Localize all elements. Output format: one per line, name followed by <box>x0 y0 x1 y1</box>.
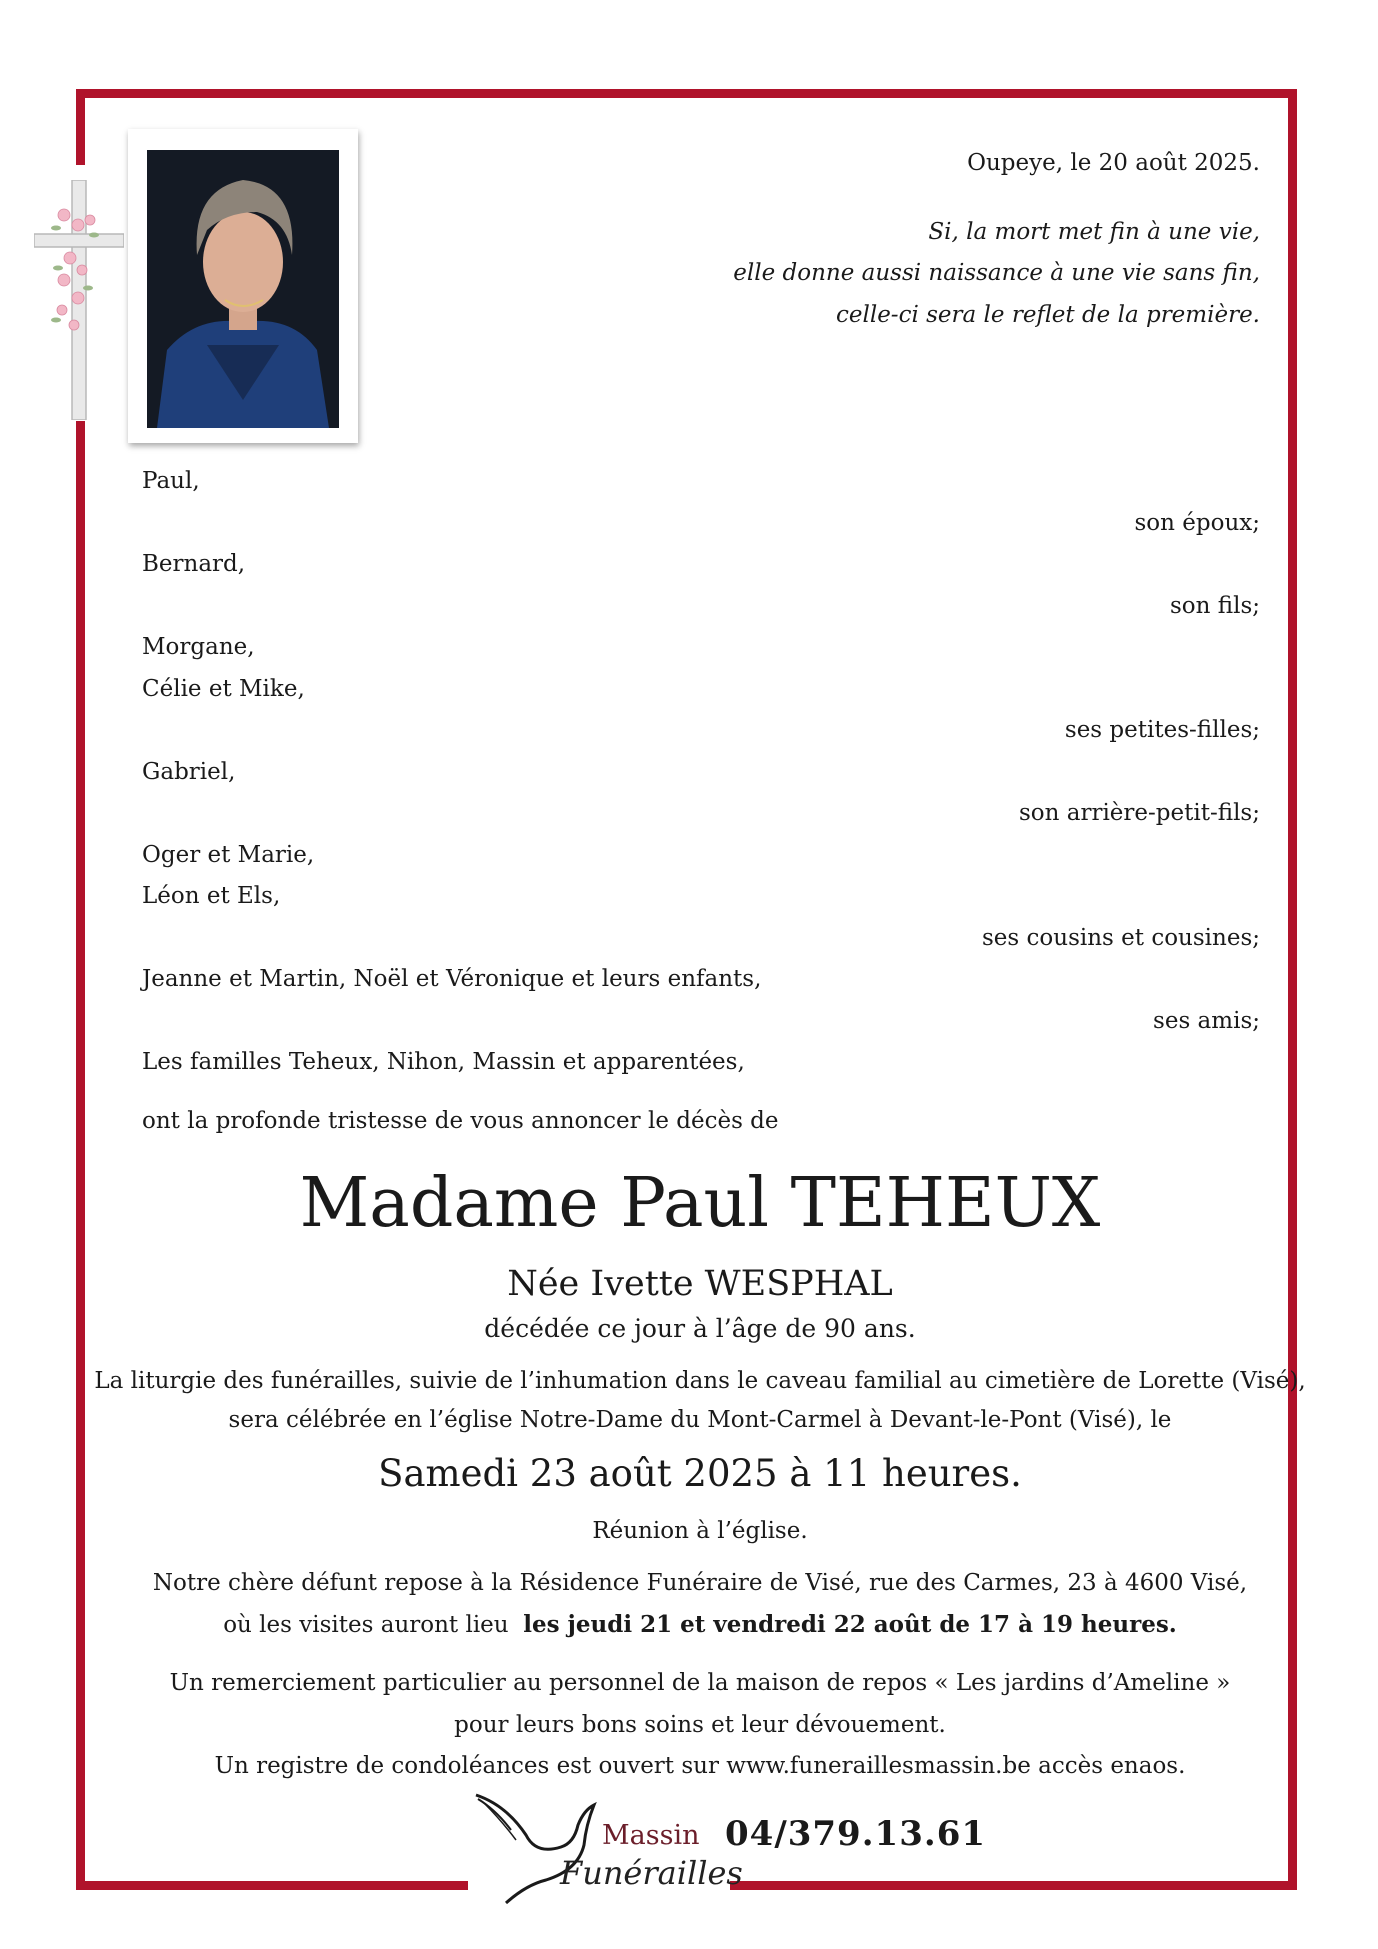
visitation-line <box>0 1610 1378 1640</box>
cross-with-flowers-icon <box>34 180 124 420</box>
mourner-name: Morgane, <box>142 634 255 660</box>
logo-wordmark: Funérailles <box>560 1854 743 1892</box>
visitation-prefix: où les visites auront lieu <box>223 1612 509 1638</box>
mourner-name: Gabriel, <box>142 759 236 785</box>
visitation-line: Notre chère défunt repose à la Résidence Funéraire de Visé, rue des Carmes, 23 à 4600 Visé, <box>152 1570 1248 1596</box>
mourner-name: Oger et Marie, <box>142 842 315 868</box>
relation-label: ses amis; <box>1153 1008 1260 1034</box>
place-date: Oupeye, le 20 août 2025. <box>967 150 1260 176</box>
poem-line: elle donne aussi naissance à une vie sans fin, <box>733 260 1260 286</box>
thanks-line: Un remerciement particulier au personnel de la maison de repos « Les jardins d’Ameline » <box>169 1670 1231 1696</box>
announcement-text: ont la profonde tristesse de vous annoncer le décès de <box>142 1108 779 1134</box>
deceased-name: Madame Paul TEHEUX <box>299 1164 1101 1243</box>
ceremony-line: sera célébrée en l’église Notre-Dame du Mont-Carmel à Devant-le-Pont (Visé), le <box>228 1407 1172 1433</box>
relation-label: son fils; <box>1169 593 1260 619</box>
relation-label: ses petites-filles; <box>1064 717 1260 743</box>
mourner-name: Paul, <box>142 468 200 494</box>
thanks-line: pour leurs bons soins et leur dévouement. <box>454 1712 946 1738</box>
mourner-name: Les familles Teheux, Nihon, Massin et apparentées, <box>142 1049 745 1075</box>
ceremony-date: Samedi 23 août 2025 à 11 heures. <box>378 1452 1022 1495</box>
relation-label: son époux; <box>1134 510 1260 536</box>
visitation-hours: les jeudi 21 et vendredi 22 août de 17 à 19 heures. <box>523 1611 1177 1638</box>
age-line: décédée ce jour à l’âge de 90 ans. <box>484 1314 916 1343</box>
portrait-frame <box>128 129 358 443</box>
mourner-name: Bernard, <box>142 551 246 577</box>
logo-wordmark: Massin <box>602 1820 700 1851</box>
mourner-name: Jeanne et Martin, Noël et Véronique et leurs enfants, <box>142 966 762 992</box>
poem-line: celle-ci sera le reflet de la première. <box>835 302 1260 328</box>
gathering-note: Réunion à l’église. <box>592 1518 808 1544</box>
mourner-name: Léon et Els, <box>142 883 281 909</box>
portrait-photo <box>147 150 339 428</box>
relation-label: ses cousins et cousines; <box>982 925 1260 951</box>
poem-line: Si, la mort met fin à une vie, <box>928 219 1260 245</box>
registry-line: Un registre de condoléances est ouvert sur www.funeraillesmassin.be accès enaos. <box>214 1753 1186 1779</box>
relation-label: son arrière-petit-fils; <box>1018 800 1260 826</box>
mourner-name: Célie et Mike, <box>142 676 305 702</box>
ceremony-line: La liturgie des funérailles, suivie de l’inhumation dans le caveau familial au cimetière de Lorette (Visé), <box>94 1368 1306 1394</box>
phone-number: 04/379.13.61 <box>725 1814 987 1854</box>
birth-name: Née Ivette WESPHAL <box>507 1264 893 1304</box>
